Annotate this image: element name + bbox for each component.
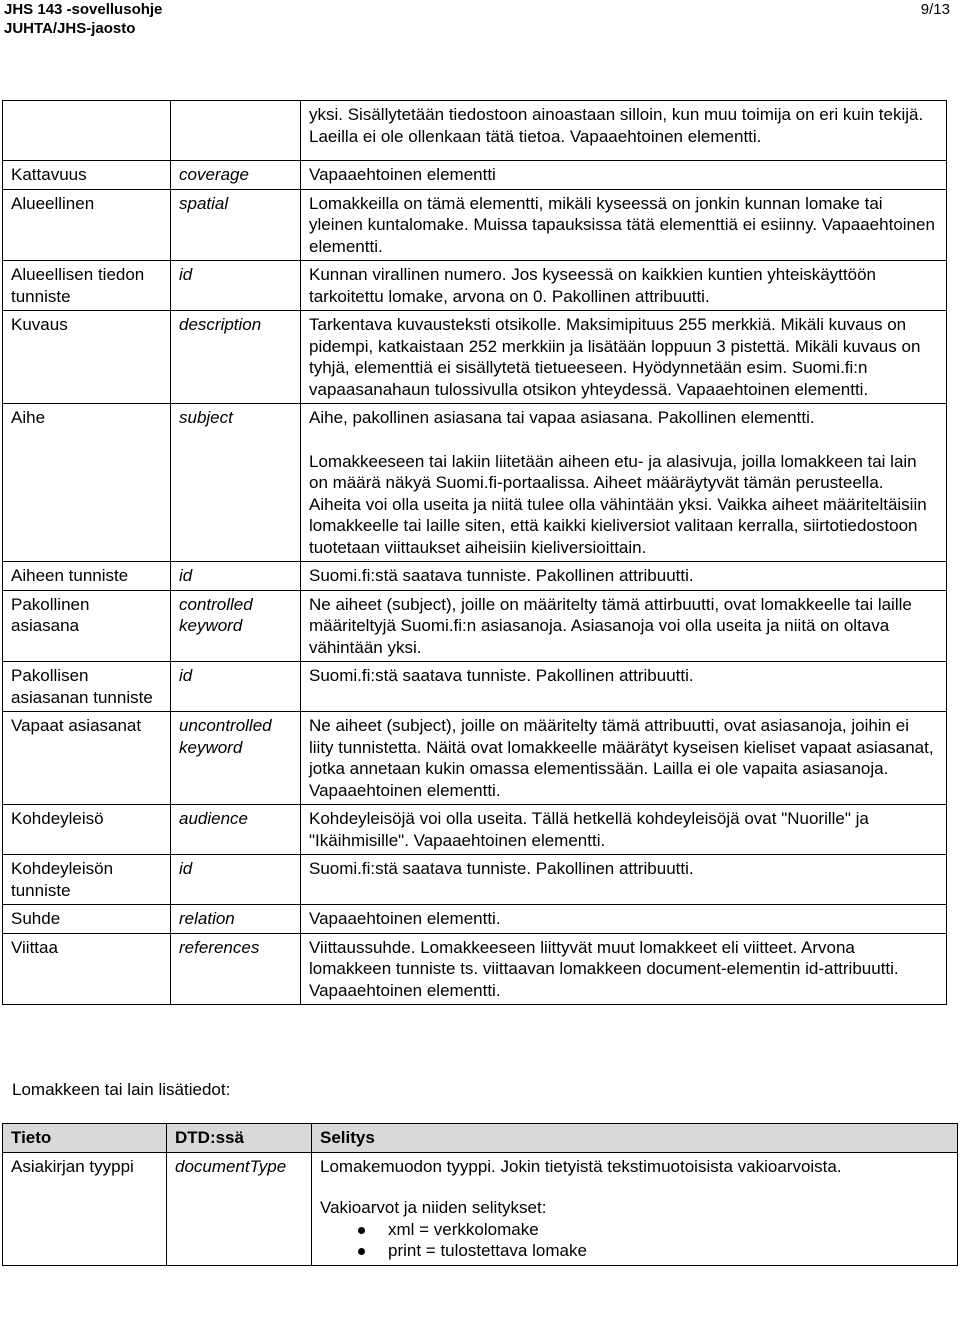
header-organization: JUHTA/JHS-jaosto	[4, 20, 136, 37]
row-name: Asiakirjan tyyppi	[3, 1152, 167, 1265]
column-header-dtd: DTD:ssä	[167, 1124, 312, 1153]
row-element: relation	[171, 905, 301, 934]
column-header-selitys: Selitys	[312, 1124, 958, 1153]
row-element: id	[171, 261, 301, 311]
table-row	[3, 712, 947, 805]
row-name: Kuvaus	[3, 311, 171, 404]
row-name	[3, 101, 171, 161]
table-row	[3, 855, 947, 905]
row-description: Ne aiheet (subject), joille on määritelty tämä attirbuutti, ovat lomakkeelle tai laille määriteltyjä Suomi.fi:n asiasanoja. Asiasanoja voi olla useita ja niitä on oltava vähintään yksi.	[301, 590, 947, 662]
table-row	[3, 662, 947, 712]
column-header-tieto: Tieto	[3, 1124, 167, 1153]
page-number: 9/13	[920, 1, 950, 18]
row-element: controlled keyword	[171, 590, 301, 662]
table-row	[3, 562, 947, 591]
row-element: id	[171, 562, 301, 591]
row-name: Alueellisen tiedon tunniste	[3, 261, 171, 311]
table-row	[3, 261, 947, 311]
table-row	[3, 590, 947, 662]
list-item: print = tulostettava lomake	[388, 1240, 949, 1262]
row-description: yksi. Sisällytetään tiedostoon ainoastaan silloin, kun muu toimija on eri kuin tekijä. Laeilla ei ole ollenkaan tätä tietoa. Vapaaehtoinen elementti.	[301, 101, 947, 161]
row-description: Lomakkeilla on tämä elementti, mikäli kyseessä on jonkin kunnan lomake tai yleinen kuntalomake. Muissa tapauksissa tätä elementtiä ei esiinny. Vapaaehtoinen elementti.	[301, 189, 947, 261]
subject-description: Aihe, pakollinen asiasana tai vapaa asiasana. Pakollinen elementti.	[309, 408, 815, 427]
row-name: Pakollisen asiasanan tunniste	[3, 662, 171, 712]
row-name: Kattavuus	[3, 161, 171, 190]
row-element: subject	[171, 404, 301, 562]
header-title: JHS 143 -sovellusohje	[4, 1, 163, 18]
row-name: Alueellinen	[3, 189, 171, 261]
table-row	[3, 905, 947, 934]
row-element: audience	[171, 805, 301, 855]
metadata-elements-table	[2, 100, 947, 1005]
row-name: Viittaa	[3, 933, 171, 1005]
table-row	[3, 1152, 958, 1265]
row-description: Suomi.fi:stä saatava tunniste. Pakollinen attribuutti.	[301, 855, 947, 905]
document-type-description: Lomakemuodon tyyppi. Jokin tietyistä tekstimuotoisista vakioarvoista.	[320, 1156, 842, 1176]
row-element: spatial	[171, 189, 301, 261]
table-row	[3, 805, 947, 855]
values-list	[320, 1219, 949, 1262]
row-element	[171, 101, 301, 161]
row-description: Kunnan virallinen numero. Jos kyseessä on kaikkien kuntien yhteiskäyttöön tarkoitettu lomake, arvona on 0. Pakollinen attribuutti.	[301, 261, 947, 311]
row-description: Viittaussuhde. Lomakkeeseen liittyvät muut lomakkeet eli viitteet. Arvona lomakkeen tunniste ts. viittaavan lomakkeen document-elementin id-attribuutti. Vapaaehtoinen elementti.	[301, 933, 947, 1005]
row-name: Pakollinen asiasana	[3, 590, 171, 662]
row-description: Suomi.fi:stä saatava tunniste. Pakollinen attribuutti.	[301, 662, 947, 712]
additional-info-caption: Lomakkeen tai lain lisätiedot:	[12, 1080, 231, 1099]
row-name: Aihe	[3, 404, 171, 562]
row-name: Suhde	[3, 905, 171, 934]
row-element: id	[171, 662, 301, 712]
row-element: id	[171, 855, 301, 905]
table-header-row	[3, 1124, 958, 1153]
row-description: Kohdeyleisöjä voi olla useita. Tällä hetkellä kohdeyleisöjä ovat "Nuorille" ja "Ikäihmisille". Vapaaehtoinen elementti.	[301, 805, 947, 855]
row-element: references	[171, 933, 301, 1005]
table-row	[3, 101, 947, 161]
values-intro: Vakioarvot ja niiden selitykset:	[320, 1198, 547, 1217]
row-description: Vapaaehtoinen elementti.	[301, 905, 947, 934]
table-row	[3, 404, 947, 562]
row-name: Vapaat asiasanat	[3, 712, 171, 805]
row-name: Kohdeyleisö	[3, 805, 171, 855]
row-description: Vapaaehtoinen elementti	[301, 161, 947, 190]
row-element: coverage	[171, 161, 301, 190]
row-description	[312, 1152, 958, 1265]
row-description: Ne aiheet (subject), joille on määritelty tämä attribuutti, ovat asiasanoja, joihin ei liity tunnistetta. Näitä ovat lomakkeelle määrätyt kyseisen kieliset vapaat asiasanat, jotka annetaan kukin omassa elementissään. Lailla ei ole vapaita asiasanoja. Vapaaehtoinen elementti.	[301, 712, 947, 805]
list-item: xml = verkkolomake	[388, 1219, 949, 1241]
table-row	[3, 189, 947, 261]
row-element: uncontrolled keyword	[171, 712, 301, 805]
row-description: Suomi.fi:stä saatava tunniste. Pakollinen attribuutti.	[301, 562, 947, 591]
subject-details: Lomakkeeseen tai lakiin liitetään aiheen etu- ja alasivuja, joilla lomakkeen tai lain on määrä näkyä Suomi.fi-portaalissa. Aiheet määräytyvät tämän perusteella. Aiheita voi olla useita ja niitä tulee olla vähintään yksi. Vaikka aiheet määriteltäisiin lomakkeelle tai laille siten, että kaikki kieliversiot valitaan kerralla, siirtotiedostoon tuotetaan viittaukset aiheisiin kieliversioittain.	[309, 451, 927, 557]
table-row	[3, 161, 947, 190]
table-row	[3, 311, 947, 404]
row-description: Tarkentava kuvausteksti otsikolle. Maksimipituus 255 merkkiä. Mikäli kuvaus on pidempi, katkaistaan 252 merkkiin ja lisätään loppuun 3 pistettä. Mikäli kuvaus on tyhjä, elementtiä ei sisällytetä tietueeseen. Hyödynnetään esim. Suomi.fi:n vapaasanahaun tulossivulla otsikon yhteydessä. Vapaaehtoinen elementti.	[301, 311, 947, 404]
table-row	[3, 933, 947, 1005]
row-description	[301, 404, 947, 562]
row-name: Kohdeyleisön tunniste	[3, 855, 171, 905]
row-element: documentType	[167, 1152, 312, 1265]
additional-info-table	[2, 1123, 958, 1266]
row-name: Aiheen tunniste	[3, 562, 171, 591]
document-header	[4, 0, 162, 38]
row-element: description	[171, 311, 301, 404]
